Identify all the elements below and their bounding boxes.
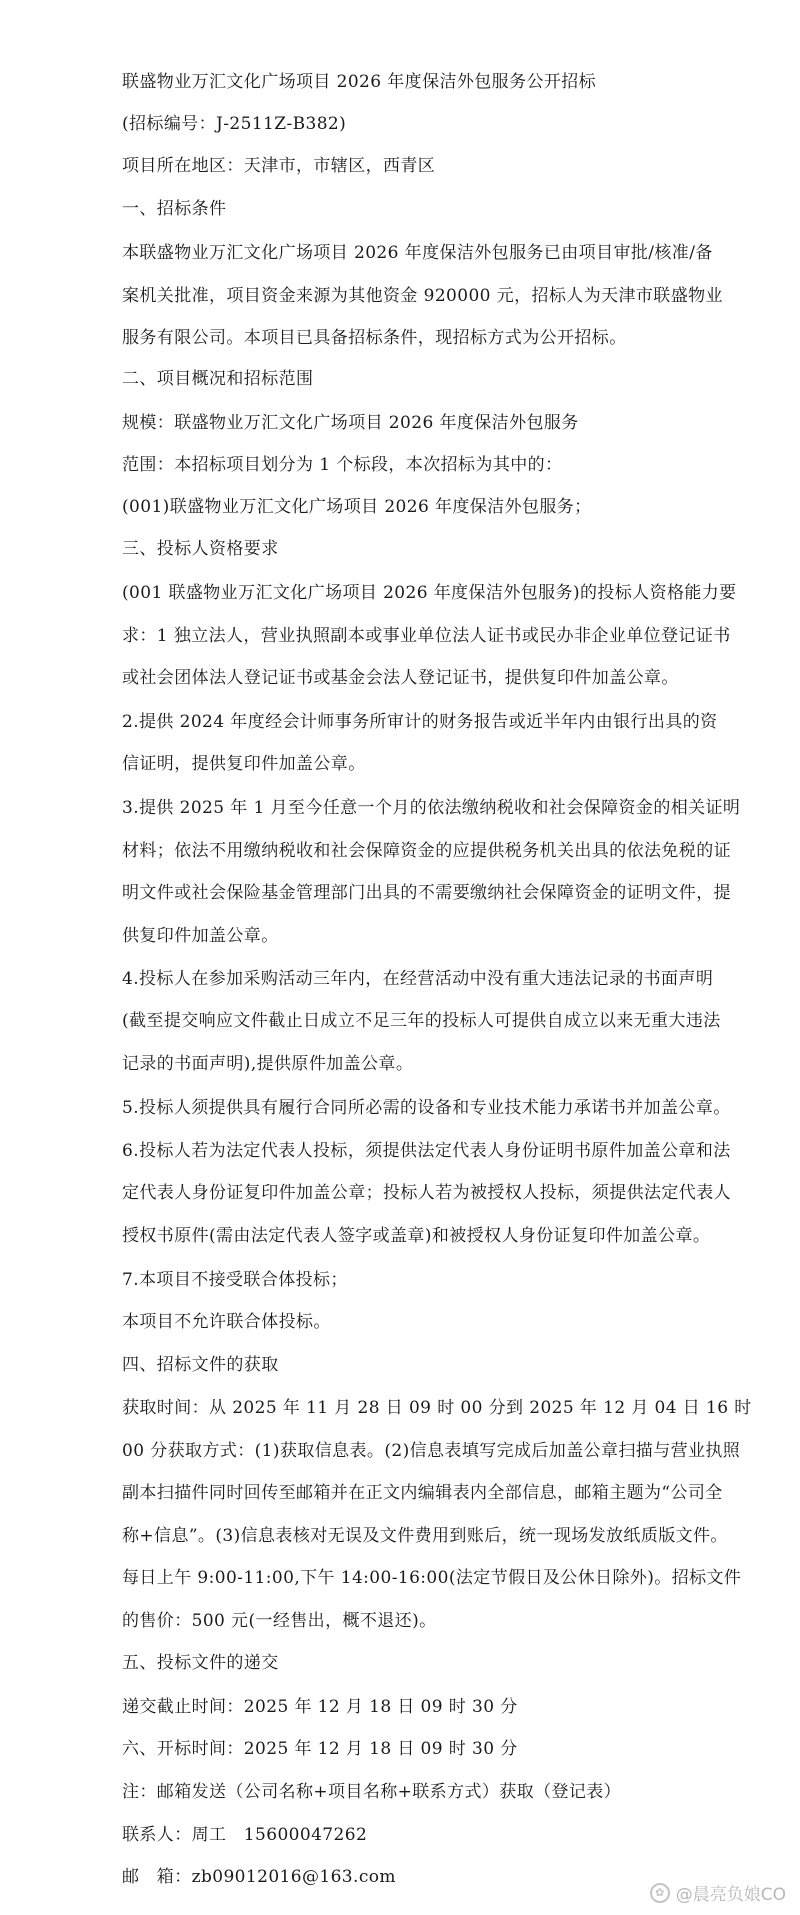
requirement-line: 6.投标人若为法定代表人投标，须提供法定代表人身份证明书原件加盖公章和法 — [122, 1141, 731, 1161]
requirement-line: 信证明，提供复印件加盖公章。 — [122, 754, 366, 774]
section5-heading: 五、投标文件的递交 — [122, 1653, 279, 1673]
acquisition-line: 每日上午 9:00-11:00,下午 14:00-16:00(法定节假日及公休日除外)。招标文件 — [122, 1568, 742, 1588]
requirement-line: 2.提供 2024 年度经会计师事务所审计的财务报告或近半年内由银行出具的资 — [122, 712, 718, 732]
email-note: 注：邮箱发送（公司名称+项目名称+联系方式）获取（登记表） — [122, 1782, 622, 1802]
requirement-line: 供复印件加盖公章。 — [122, 926, 279, 946]
requirement-line: (截至提交响应文件截止日成立不足三年的投标人可提供自成立以来无重大违法 — [122, 1011, 721, 1031]
acquisition-line: 副本扫描件同时回传至邮箱并在正文内编辑表内全部信息，邮箱主题为“公司全 — [122, 1483, 723, 1503]
requirement-line: 记录的书面声明),提供原件加盖公章。 — [122, 1054, 414, 1074]
acquisition-line: 称+信息”。(3)信息表核对无误及文件费用到账后，统一现场发放纸质版文件。 — [122, 1526, 728, 1546]
requirement-line: 明文件或社会保险基金管理部门出具的不需要缴纳社会保障资金的证明文件，提 — [122, 883, 731, 903]
contact-email: 邮 箱：zb09012016@163.com — [122, 1867, 396, 1887]
acquisition-line: 获取时间：从 2025 年 11 月 28 日 09 时 00 分到 2025 年 12 月 04 日 16 时 — [122, 1398, 752, 1418]
requirement-line: 材料；依法不用缴纳税收和社会保障资金的应提供税务机关出具的依法免税的证 — [122, 841, 731, 861]
project-scope: 范围：本招标项目划分为 1 个标段，本次招标为其中的： — [122, 455, 563, 475]
requirement-line: 7.本项目不接受联合体投标； — [122, 1270, 348, 1290]
acquisition-line: 00 分获取方式：(1)获取信息表。(2)信息表填写完成后加盖公章扫描与营业执照 — [122, 1441, 741, 1461]
section4-heading: 四、招标文件的获取 — [122, 1355, 279, 1375]
section1-heading: 一、招标条件 — [122, 199, 227, 219]
section2-heading: 二、项目概况和招标范围 — [122, 369, 314, 389]
watermark-text: @晨亮负娘CO — [675, 1885, 786, 1905]
requirement-line: 5.投标人须提供具有履行合同所必需的设备和专业技术能力承诺书并加盖公章。 — [122, 1098, 731, 1118]
document-title: 联盛物业万汇文化广场项目 2026 年度保洁外包服务公开招标 — [122, 72, 597, 92]
no-consortium-note: 本项目不允许联合体投标。 — [122, 1312, 331, 1332]
wechat-channel-icon: ✿ — [650, 1883, 670, 1903]
project-lot: (001)联盛物业万汇文化广场项目 2026 年度保洁外包服务； — [122, 497, 592, 517]
section3-heading: 三、投标人资格要求 — [122, 539, 279, 559]
opening-time: 六、开标时间：2025 年 12 月 18 日 09 时 30 分 — [122, 1739, 518, 1759]
requirement-line: 或社会团体法人登记证书或基金会法人登记证书，提供复印件加盖公章。 — [122, 668, 679, 688]
watermark — [650, 1880, 786, 1905]
project-scale: 规模：联盛物业万汇文化广场项目 2026 年度保洁外包服务 — [122, 413, 579, 433]
project-location: 项目所在地区：天津市，市辖区，西青区 — [122, 156, 436, 176]
section1-line: 案机关批准，项目资金来源为其他资金 920000 元，招标人为天津市联盛物业 — [122, 286, 723, 306]
submission-deadline: 递交截止时间：2025 年 12 月 18 日 09 时 30 分 — [122, 1697, 518, 1717]
acquisition-line: 的售价：500 元(一经售出，概不退还)。 — [122, 1611, 437, 1631]
requirement-line: 求：1 独立法人，营业执照副本或事业单位法人证书或民办非企业单位登记证书 — [122, 626, 731, 646]
requirement-line: (001 联盛物业万汇文化广场项目 2026 年度保洁外包服务)的投标人资格能力要 — [122, 583, 737, 603]
requirement-line: 4.投标人在参加采购活动三年内，在经营活动中没有重大违法记录的书面声明 — [122, 969, 714, 989]
section1-line: 本联盛物业万汇文化广场项目 2026 年度保洁外包服务已由项目审批/核准/备 — [122, 243, 713, 263]
requirement-line: 定代表人身份证复印件加盖公章；投标人若为被授权人投标，须提供法定代表人 — [122, 1183, 731, 1203]
contact-person: 联系人：周工 15600047262 — [122, 1825, 368, 1845]
section1-line: 服务有限公司。本项目已具备招标条件，现招标方式为公开招标。 — [122, 328, 627, 348]
bid-number: (招标编号：J-2511Z-B382) — [122, 114, 347, 134]
requirement-line: 3.提供 2025 年 1 月至今任意一个月的依法缴纳税收和社会保障资金的相关证明 — [122, 798, 741, 818]
requirement-line: 授权书原件(需由法定代表人签字或盖章)和被授权人身份证复印件加盖公章。 — [122, 1226, 711, 1246]
